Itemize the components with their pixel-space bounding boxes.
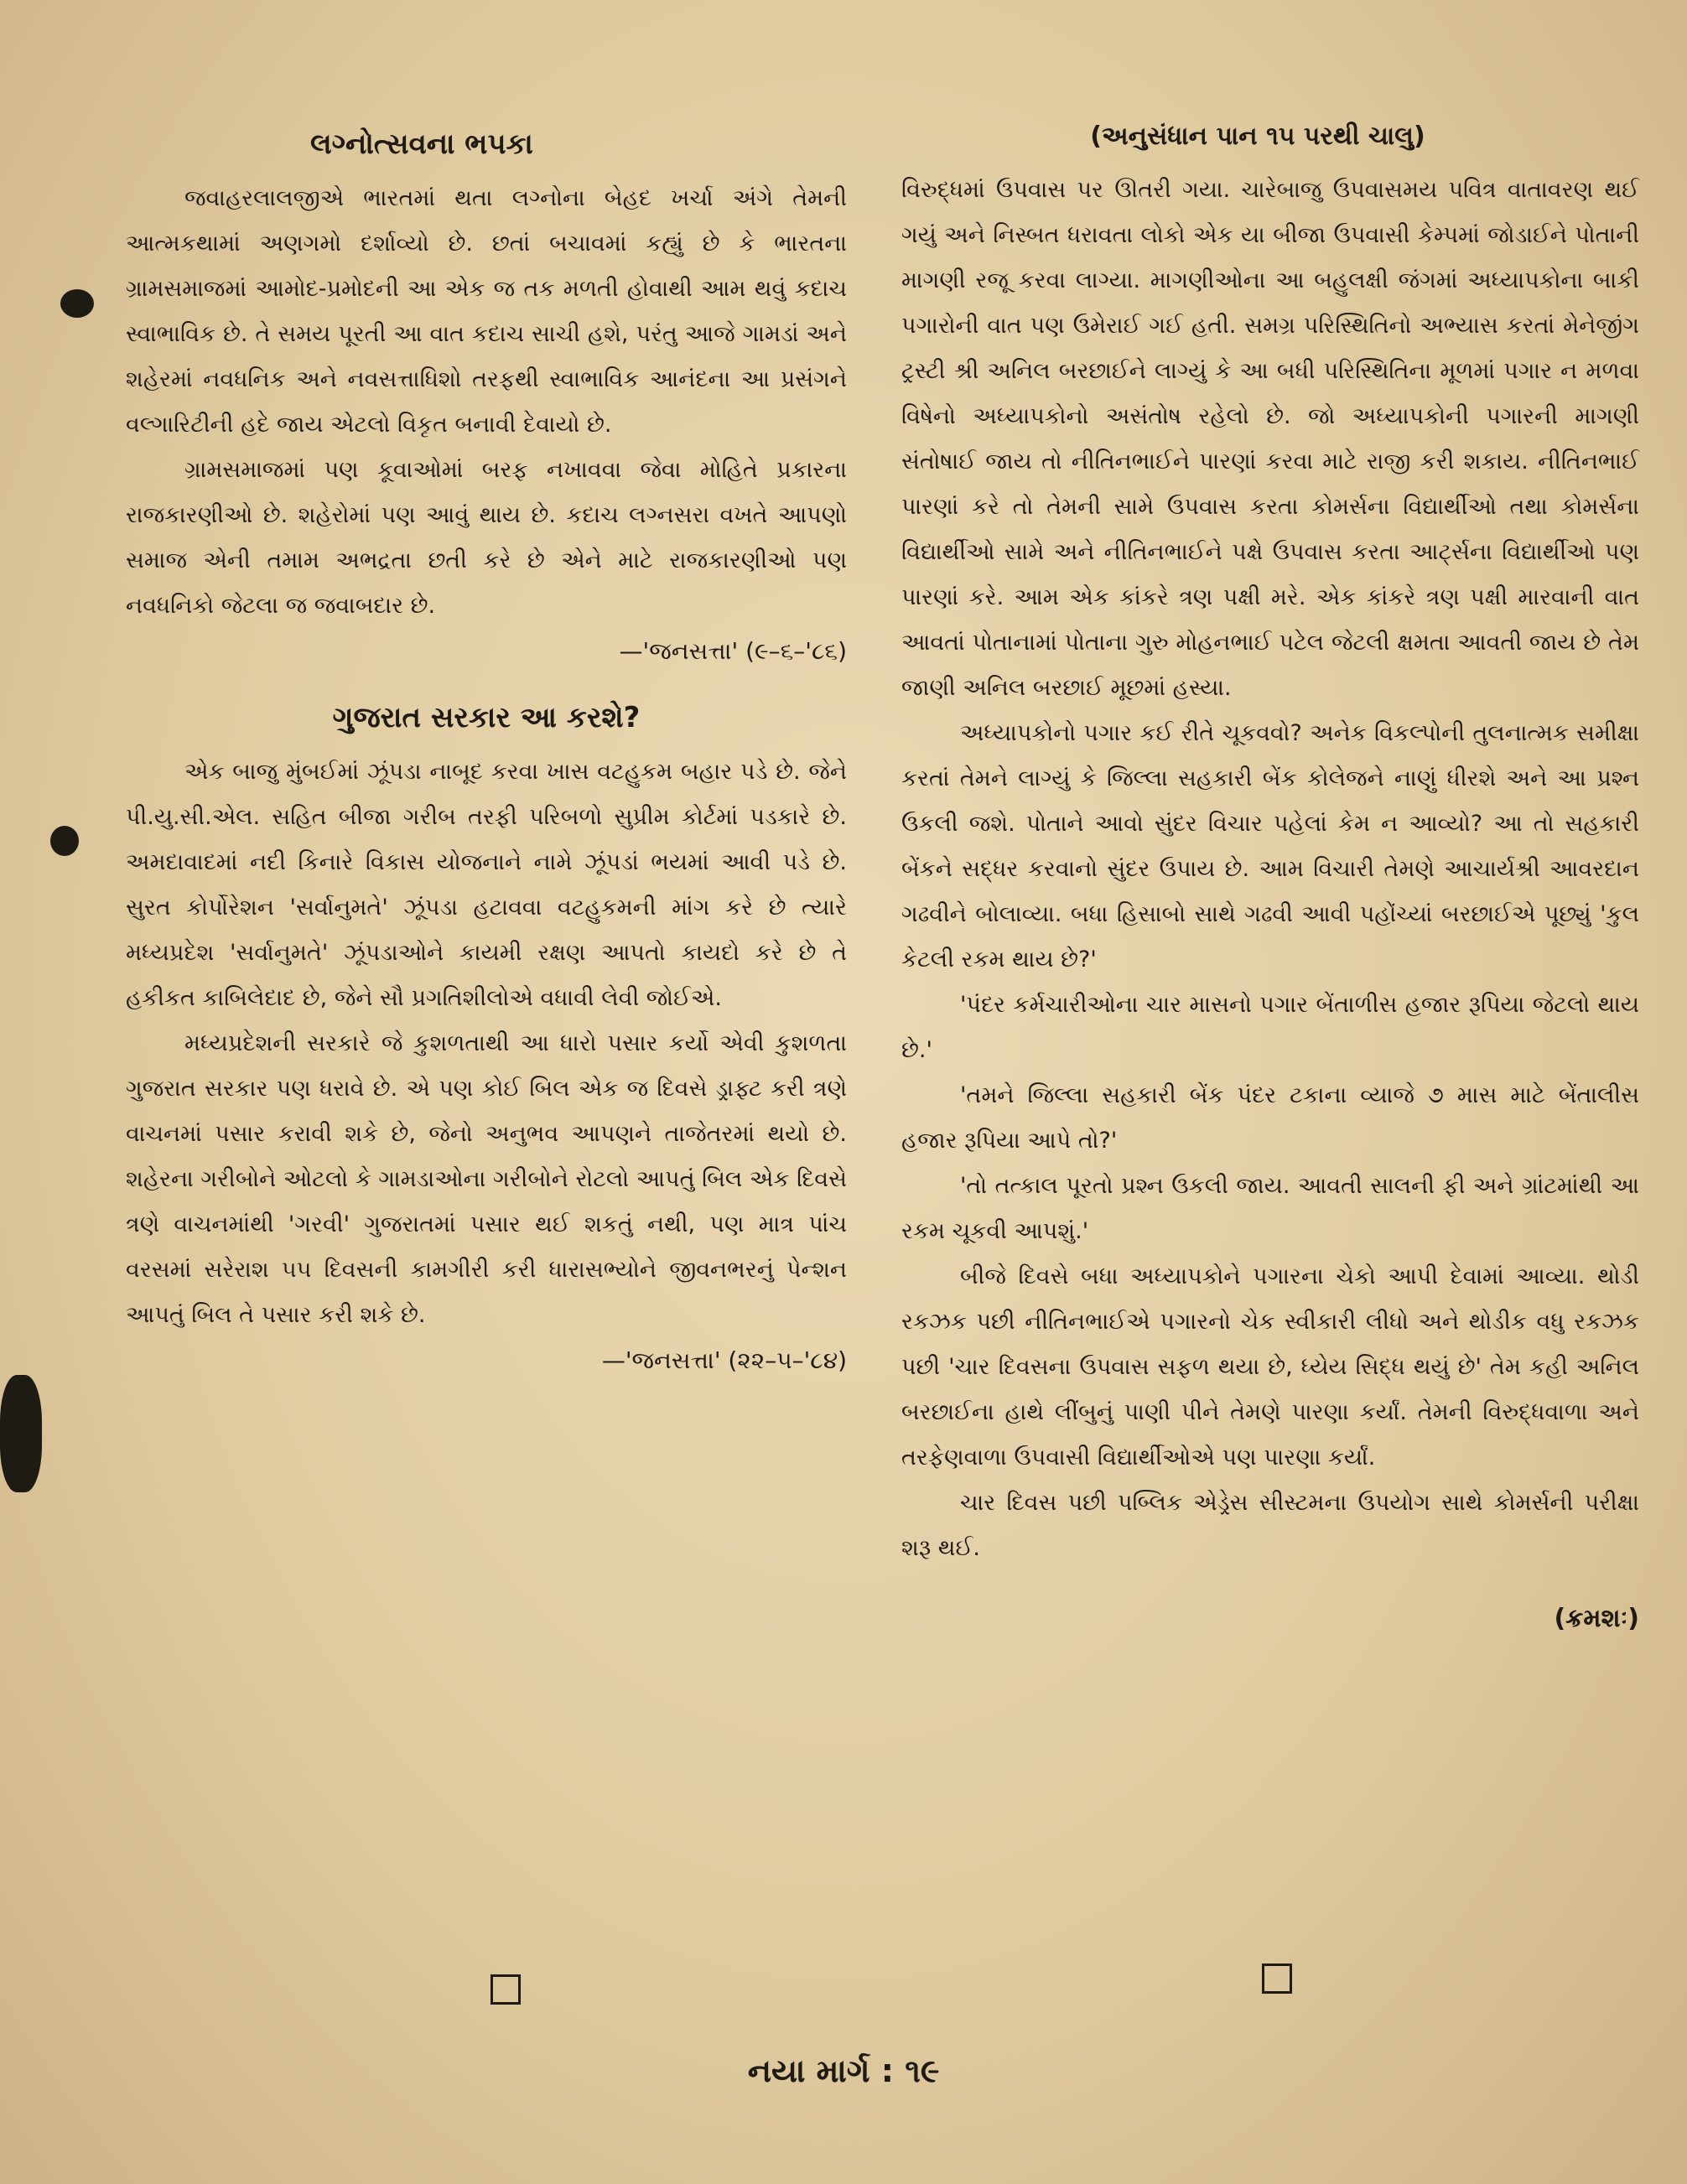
story-paragraph: ચાર દિવસ પછી પબ્લિક એડ્રેસ સીસ્ટમના ઉપયોગ સાથે કોમર્સની પરીક્ષા શરૂ થઈ. <box>901 1490 1639 1561</box>
torn-edge-mark <box>0 1375 42 1492</box>
article-paragraph: ગ્રામસમાજમાં પણ કૂવાઓમાં બરફ નખાવવા જેવા મોહિતે પ્રકારના રાજકારણીઓ છે. શહેરોમાં પણ આવું થાય છે. કદાચ લગ્નસરા વખતે આપણો સમાજ એની તમામ અભદ્રતા છતી કરે છે એને માટે રાજકારણીઓ પણ નવધનિકો જેટલા જ જવાબદાર છે. <box>126 457 847 619</box>
article-paragraph: જવાહરલાલજીએ ભારતમાં થતા લગ્નોના બેહદ ખર્ચા અંગે તેમની આત્મકથામાં અણગમો દર્શાવ્યો છે. છતાં બચાવમાં કહ્યું છે કે ભારતના ગ્રામસમાજમાં આમોદ-પ્રમોદની આ એક જ તક મળતી હોવાથી આમ થવું કદાચ સ્વાભાવિક છે. તે સમય પૂરતી આ વાત કદાચ સાચી હશે, પરંતુ આજે ગામડાં અને શહેરમાં નવધનિક અને નવસત્તાધિશો તરફથી સ્વાભાવિક આનંદના આ પ્રસંગને વલ્ગારિટીની હદે જાય એટલો વિકૃત બનાવી દેવાયો છે. <box>126 185 847 438</box>
page-footer: નયા માર્ગ : ૧૯ <box>747 2052 940 2089</box>
end-box-icon <box>491 1974 521 2005</box>
article-title: ગુજરાત સરકાર આ કરશે? <box>332 701 641 734</box>
story-paragraph: 'પંદર કર્મચારીઓના ચાર માસનો પગાર બેંતાળીસ હજાર રૂપિયા જેટલો થાય છે.' <box>901 992 1639 1063</box>
article-paragraph: મધ્યપ્રદેશની સરકારે જે કુશળતાથી આ ધારો પસાર કર્યો એવી કુશળતા ગુજરાત સરકાર પણ ધરાવે છે. એ પણ કોઈ બિલ એક જ દિવસે ડ્રાફ્ટ કરી ત્રણે વાચનમાં પસાર કરાવી શકે છે, જેનો અનુભવ આપણને તાજેતરમાં થયો છે. શહેરના ગરીબોને ઓટલો કે ગામડાઓના ગરીબોને રોટલો આપતું બિલ એક દિવસે ત્રણે વાચનમાંથી 'ગરવી' ગુજરાતમાં પસાર થઈ શકતું નથી, પણ માત્ર પાંચ વરસમાં સરેરાશ ૫૫ દિવસની કામગીરી કરી ધારાસભ્યોને જીવનભરનું પેન્શન આપતું બિલ તે પસાર કરી શકે છે. <box>126 1030 847 1328</box>
article-source: —'જનસત્તા' (૨૨–૫–'૮૪) <box>601 1346 847 1374</box>
story-paragraph: 'તમને જિલ્લા સહકારી બેંક પંદર ટકાના વ્યાજે ૭ માસ માટે બેંતાલીસ હજાર રૂપિયા આપે તો?' <box>901 1082 1639 1154</box>
story-paragraph: 'તો તત્કાલ પૂરતો પ્રશ્ન ઉકલી જાય. આવતી સાલની ફી અને ગ્રાંટમાંથી આ રકમ ચૂકવી આપશું.' <box>901 1173 1639 1244</box>
article-wedding-extravagance <box>126 117 847 674</box>
article-source: —'જનસત્તા' (૯–૬–'૮૬) <box>619 637 847 665</box>
story-paragraph: અધ્યાપકોનો પગાર કઈ રીતે ચૂકવવો? અનેક વિકલ્પોની તુલનાત્મક સમીક્ષા કરતાં તેમને લાગ્યું કે જિલ્લા સહકારી બેંક કોલેજને નાણું ધીરશે અને આ પ્રશ્ન ઉકલી જશે. પોતાને આવો સુંદર વિચાર પહેલાં કેમ ન આવ્યો? આ તો સહકારી બેંકને સદ્ધર કરવાનો સુંદર ઉપાય છે. આમ વિચારી તેમણે આચાર્યશ્રી આવરદાન ગઢવીને બોલાવ્યા. બધા હિસાબો સાથે ગઢવી આવી પહોંચ્યાં બરછાઈએ પૂછ્યું 'કુલ કેટલી રકમ થાય છે?' <box>901 720 1639 973</box>
story-paragraph: વિરુદ્ધમાં ઉપવાસ પર ઊતરી ગયા. ચારેબાજુ ઉપવાસમય પવિત્ર વાતાવરણ થઈ ગયું અને નિસ્બત ધરાવતા લોકો એક યા બીજા ઉપવાસી કેમ્પમાં જોડાઈને પોતાની માગણી રજૂ કરવા લાગ્યા. માગણીઓના આ બહુલક્ષી જંગમાં અધ્યાપકોના બાકી પગારોની વાત પણ ઉમેરાઈ ગઈ હતી. સમગ્ર પરિસ્થિતિનો અભ્યાસ કરતાં મેનેજીંગ ટ્રસ્ટી શ્રી અનિલ બરછાઈને લાગ્યું કે આ બધી પરિસ્થિતિના મૂળમાં પગાર ન મળવા વિષેનો અધ્યાપકોનો અસંતોષ રહેલો છે. જો અધ્યાપકોની પગારની માગણી સંતોષાઈ જાય તો નીતિનભાઈને પારણાં કરવા માટે રાજી કરી શકાય. નીતિનભાઈ પારણાં કરે તો તેમની સામે ઉપવાસ કરતા કોમર્સના વિદ્યાર્થીઓ તથા કોમર્સના વિદ્યાર્થીઓ સામે અને નીતિનભાઈને પક્ષે ઉપવાસ કરતા આર્ટ્સના વિદ્યાર્થીઓ પણ પારણાં કરે. આમ એક કાંકરે ત્રણ પક્ષી મરે. એક કાંકરે ત્રણ પક્ષી મારવાની વાત આવતાં પોતાનામાં પોતાના ગુરુ મોહનભાઈ પટેલ જેટલી ક્ષમતા આવતી જાય છે તેમ જાણી અનિલ બરછાઈ મૂછમાં હસ્યા. <box>901 177 1639 701</box>
article-title: લગ્નોત્સવના ભપકા <box>310 127 533 161</box>
ink-blot-mark <box>50 826 79 856</box>
right-column <box>901 168 1639 1642</box>
end-box-icon <box>1262 1964 1292 1994</box>
continued-from-note: (અનુસંધાન પાન ૧૫ પરથી ચાલુ) <box>1090 122 1425 151</box>
left-column <box>126 117 847 1400</box>
ink-blot-mark <box>60 289 94 318</box>
story-paragraph: બીજે દિવસે બધા અધ્યાપકોને પગારના ચેકો આપી દેવામાં આવ્યા. થોડી રકઝક પછી નીતિનભાઈએ પગારનો ચેક સ્વીકારી લીધો અને થોડીક વધુ રકઝક પછી 'ચાર દિવસના ઉપવાસ સફળ થયા છે, ધ્યેય સિદ્ધ થયું છે' તેમ કહી અનિલ બરછાઈના હાથે લીંબુનું પાણી પીને તેમણે પારણા કર્યાં. તેમની વિરુદ્ધવાળા અને તરફેણવાળા ઉપવાસી વિદ્યાર્થીઓએ પણ પારણા કર્યાં. <box>901 1263 1639 1471</box>
continues-mark: (ક્રમશઃ) <box>1554 1604 1639 1633</box>
article-gujarat-government <box>126 691 847 1383</box>
article-paragraph: એક બાજુ મુંબઈમાં ઝૂંપડા નાબૂદ કરવા ખાસ વટહુકમ બહાર પડે છે. જેને પી.યુ.સી.એલ. સહિત બીજા ગરીબ તરફી પરિબળો સુપ્રીમ કોર્ટમાં પડકારે છે. અમદાવાદમાં નદી કિનારે વિકાસ યોજનાને નામે ઝૂંપડાં ભયમાં આવી પડે છે. સુરત કોર્પોરેશન 'સર્વાનુમતે' ઝૂંપડા હટાવવા વટહુકમની માંગ કરે છે ત્યારે મધ્યપ્રદેશ 'સર્વાનુમતે' ઝૂંપડાઓને કાયમી રક્ષણ આપતો કાયદો કરે છે તે હકીકત કાબિલેદાદ છે, જેને સૌ પ્રગતિશીલોએ વધાવી લેવી જોઈએ. <box>126 759 847 1011</box>
